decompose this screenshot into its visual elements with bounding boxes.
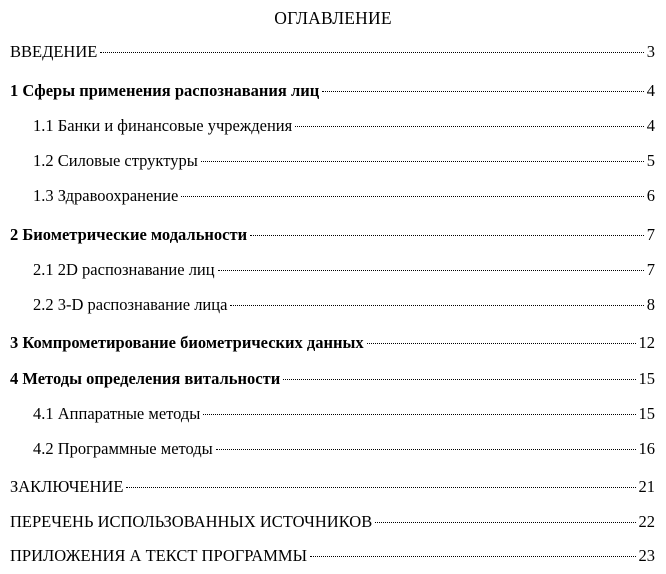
toc-entry-page: 22: [638, 512, 655, 531]
dot-leader: [230, 305, 643, 306]
dot-leader: [295, 126, 644, 127]
toc-entry-page: 4: [646, 81, 655, 100]
dot-leader: [367, 343, 636, 344]
toc-entry-chapter-3: [0, 333, 666, 357]
toc-entry-section-1-2: [0, 151, 666, 175]
toc-entry-chapter-4: [0, 369, 666, 393]
toc-entry-label: ПРИЛОЖЕНИЯ А ТЕКСТ ПРОГРАММЫ: [10, 546, 307, 565]
dot-leader: [216, 449, 636, 450]
toc-entry-appendix: [0, 546, 666, 570]
toc-entry-page: 3: [646, 42, 655, 61]
toc-entry-page: 5: [646, 151, 655, 170]
toc-entry-page: 21: [638, 477, 655, 496]
toc-entry-page: 12: [638, 333, 655, 352]
dot-leader: [375, 522, 635, 523]
toc-entry-label: 4.1 Аппаратные методы: [33, 404, 201, 423]
toc-entry-label: 4.2 Программные методы: [33, 439, 213, 458]
toc-entry-chapter-2: [0, 225, 666, 249]
toc-entry-conclusion: [0, 477, 666, 501]
toc-entry-section-1-1: [0, 116, 666, 140]
toc-entry-section-2-1: [0, 260, 666, 284]
toc-entry-label: 2 Биометрические модальности: [10, 225, 248, 244]
toc-entry-section-4-2: [0, 439, 666, 463]
dot-leader: [218, 270, 644, 271]
toc-entry-label: ВВЕДЕНИЕ: [10, 42, 98, 61]
dot-leader: [201, 161, 644, 162]
toc-entry-label: ПЕРЕЧЕНЬ ИСПОЛЬЗОВАННЫХ ИСТОЧНИКОВ: [10, 512, 373, 531]
toc-entry-page: 15: [638, 369, 655, 388]
toc-entry-label: 2.2 3-D распознавание лица: [33, 295, 228, 314]
toc-entry-section-4-1: [0, 404, 666, 428]
toc-entry-label: 4 Методы определения витальности: [10, 369, 281, 388]
dot-leader: [181, 196, 643, 197]
toc-entry-page: 7: [646, 225, 655, 244]
toc-entry-label: 2.1 2D распознавание лиц: [33, 260, 215, 279]
dot-leader: [322, 91, 643, 92]
toc-entry-label: 3 Компрометирование биометрических данных: [10, 333, 364, 352]
toc-title: ОГЛАВЛЕНИЕ: [274, 8, 392, 28]
toc-entry-page: 23: [638, 546, 655, 565]
toc-entry-label: 1 Сферы применения распознавания лиц: [10, 81, 320, 100]
toc-entry-chapter-1: [0, 81, 666, 105]
toc-entry-page: 16: [638, 439, 655, 458]
dot-leader: [203, 414, 635, 415]
dot-leader: [126, 487, 635, 488]
toc-entry-introduction: [0, 42, 666, 66]
toc-entry-section-2-2: [0, 295, 666, 319]
toc-entry-references: [0, 512, 666, 536]
toc-entry-page: 6: [646, 186, 655, 205]
toc-entry-label: 1.2 Силовые структуры: [33, 151, 198, 170]
toc-entry-page: 15: [638, 404, 655, 423]
toc-entry-label: 1.1 Банки и финансовые учреждения: [33, 116, 293, 135]
dot-leader: [250, 235, 644, 236]
dot-leader: [100, 52, 643, 53]
dot-leader: [310, 556, 636, 557]
toc-entry-page: 7: [646, 260, 655, 279]
toc-entry-label: 1.3 Здравоохранение: [33, 186, 179, 205]
toc-entry-label: ЗАКЛЮЧЕНИЕ: [10, 477, 124, 496]
toc-entry-section-1-3: [0, 186, 666, 210]
toc-entry-page: 4: [646, 116, 655, 135]
toc-entry-page: 8: [646, 295, 655, 314]
dot-leader: [283, 379, 635, 380]
